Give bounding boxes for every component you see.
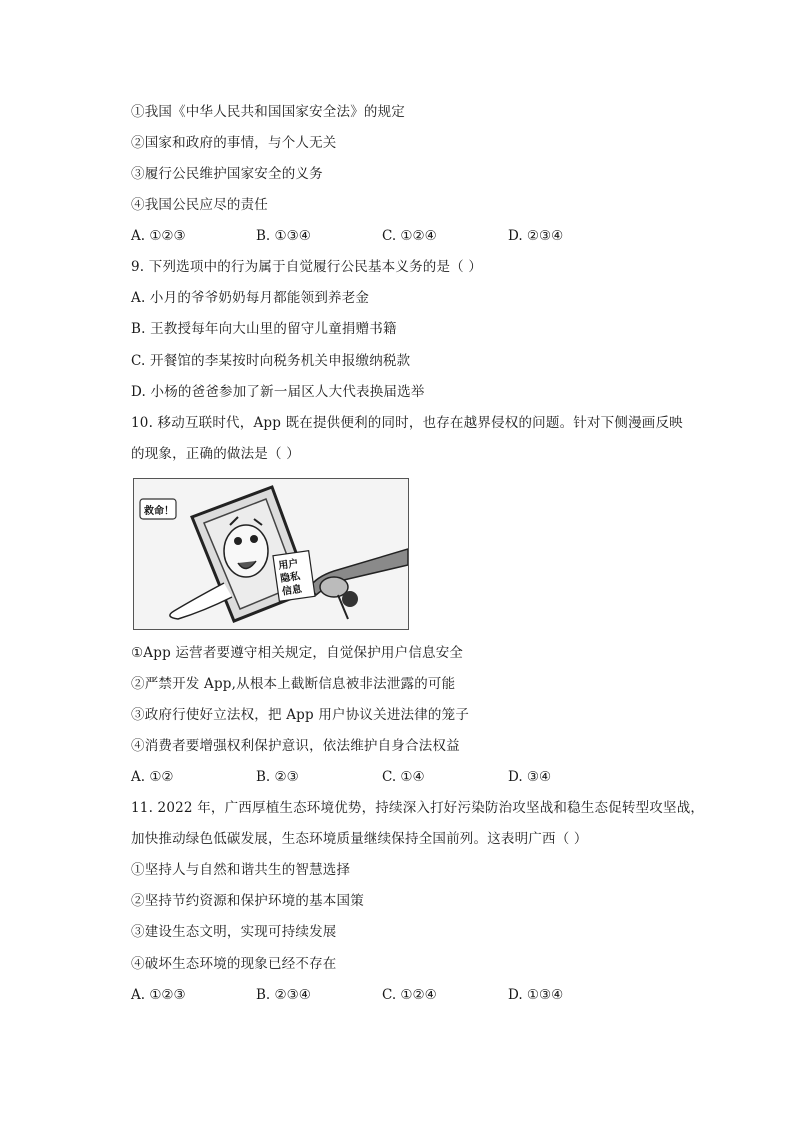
q10-stem-line1: 10. 移动互联时代，App 既在提供便利的同时，也存在越界侵权的问题。针对下侧漫画反映: [131, 415, 683, 431]
q9-option-a: A. 小月的爷爷奶奶每月都能领到养老金: [131, 290, 370, 306]
q8-item-3: ③履行公民维护国家安全的义务: [131, 166, 323, 182]
q10-item-2: ②严禁开发 App,从根本上截断信息被非法泄露的可能: [131, 676, 456, 692]
q11-item-2: ②坚持节约资源和保护环境的基本国策: [131, 893, 364, 909]
q8-item-4: ④我国公民应尽的责任: [131, 197, 268, 213]
q8-item-2: ②国家和政府的事情，与个人无关: [131, 135, 337, 151]
q11-stem-line1: 11. 2022 年，广西厚植生态环境优势，持续深入打好污染防治攻坚战和稳生态促转型攻坚战，: [131, 800, 705, 816]
q11-item-1: ①坚持人与自然和谐共生的智慧选择: [131, 862, 351, 878]
q8-option-c: C. ①②④: [382, 228, 437, 244]
q10-item-1: ①App 运营者要遵守相关规定，自觉保护用户信息安全: [131, 645, 464, 661]
q8-option-b: B. ①③④: [256, 228, 311, 244]
q9-stem: 9. 下列选项中的行为属于自觉履行公民基本义务的是（ ）: [131, 259, 483, 275]
q11-option-a: A. ①②③: [131, 987, 186, 1003]
q10-cartoon-sign-1: 用户: [277, 558, 300, 573]
q9-option-c: C. 开餐馆的李某按时向税务机关申报缴纳税款: [131, 353, 411, 369]
q8-item-1: ①我国《中华人民共和国国家安全法》的规定: [131, 104, 405, 120]
q8-option-d: D. ②③④: [508, 228, 564, 244]
q11-option-b: B. ②③④: [256, 987, 311, 1003]
q11-option-c: C. ①②④: [382, 987, 437, 1003]
q10-stem-line2: 的现象，正确的做法是（ ）: [131, 446, 300, 462]
q10-cartoon-speech: 救命！: [144, 506, 174, 517]
q10-cartoon-sign-2: 隐私: [279, 571, 301, 585]
q10-item-4: ④消费者要增强权利保护意识，依法维护自身合法权益: [131, 738, 460, 754]
q10-option-c: C. ①④: [382, 769, 425, 785]
q10-item-3: ③政府行使好立法权，把 App 用户协议关进法律的笼子: [131, 707, 470, 723]
q10-option-d: D. ③④: [508, 769, 552, 785]
q11-item-3: ③建设生态文明，实现可持续发展: [131, 924, 337, 940]
q11-item-4: ④破坏生态环境的现象已经不存在: [131, 956, 337, 972]
q10-option-b: B. ②③: [256, 769, 299, 785]
q11-stem-line2: 加快推动绿色低碳发展，生态环境质量继续保持全国前列。这表明广西（ ）: [131, 831, 588, 847]
q10-option-a: A. ①②: [131, 769, 174, 785]
q8-option-a: A. ①②③: [131, 228, 186, 244]
q10-cartoon-sign-3: 信息: [281, 584, 303, 598]
q9-option-d: D. 小杨的爸爸参加了新一届区人大代表换届选举: [131, 384, 425, 400]
q9-option-b: B. 王教授每年向大山里的留守儿童捐赠书籍: [131, 321, 397, 337]
q10-cartoon: [133, 478, 409, 630]
q11-option-d: D. ①③④: [508, 987, 564, 1003]
